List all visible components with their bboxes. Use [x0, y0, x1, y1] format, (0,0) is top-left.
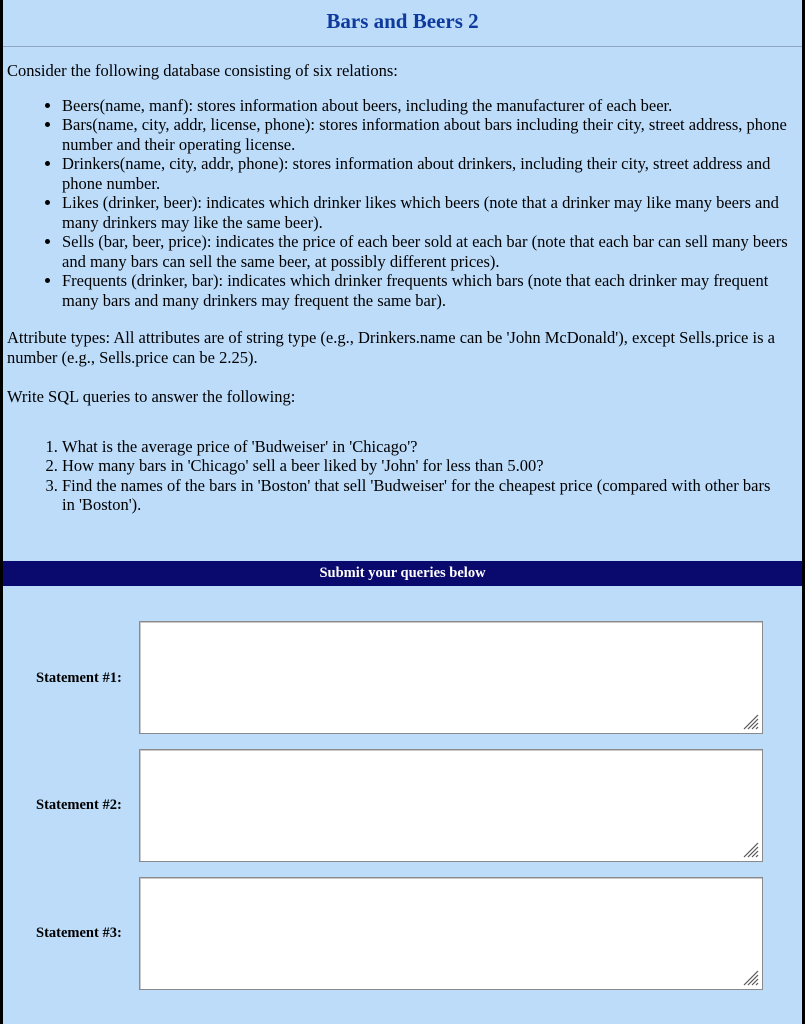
submit-header-bar: Submit your queries below [3, 561, 802, 586]
relations-list [7, 96, 802, 311]
write-prompt: Write SQL queries to answer the following: [7, 387, 296, 406]
problem-description [3, 61, 802, 515]
question-item: 1. What is the average price of 'Budweiser' in 'Chicago'? [62, 437, 782, 457]
page-title: Bars and Beers 2 [326, 9, 479, 33]
attribute-types-text: Attribute types: All attributes are of string type (e.g., Drinkers.name can be 'John McDonald'), except Sells.price is a number (e.g., Sells.price can be 2.25). [7, 328, 775, 367]
relation-item: • Beers(name, manf): stores information about beers, including the manufacturer of each beer. [62, 96, 796, 116]
statement-input-3[interactable] [139, 877, 763, 990]
statement-label-1: Statement #1: [36, 670, 122, 686]
statement-input-2[interactable] [139, 749, 763, 862]
question-item: 3. Find the names of the bars in 'Boston' that sell 'Budweiser' for the cheapest price (compared with other bars in 'Boston'). [62, 476, 782, 515]
statement-input-1[interactable] [139, 621, 763, 734]
resize-grip-icon[interactable] [737, 836, 759, 858]
resize-grip-icon[interactable] [737, 964, 759, 986]
relation-item: • Frequents (drinker, bar): indicates which drinker frequents which bars (note that each drinker may frequent many bars and many drinkers may frequent the same bar). [62, 271, 796, 310]
intro-text: Consider the following database consisting of six relations: [7, 61, 398, 80]
relation-item: • Sells (bar, beer, price): indicates the price of each beer sold at each bar (note that each bar can sell many beers and many bars can sell the same beer, at possibly different prices). [62, 232, 796, 271]
statement-label-3: Statement #3: [36, 925, 122, 941]
relation-item: • Likes (drinker, beer): indicates which drinker likes which beers (note that a drinker may like many beers and many drinkers may like the same beer). [62, 193, 796, 232]
questions-list [7, 437, 802, 515]
page [3, 0, 802, 1024]
statement-label-2: Statement #2: [36, 797, 122, 813]
relation-item: • Bars(name, city, addr, license, phone): stores information about bars including their city, street address, phone number and their operating license. [62, 115, 796, 154]
question-item: 2. How many bars in 'Chicago' sell a beer liked by 'John' for less than 5.00? [62, 456, 782, 476]
resize-grip-icon[interactable] [737, 708, 759, 730]
relation-item: • Drinkers(name, city, addr, phone): stores information about drinkers, including their city, street address and phone number. [62, 154, 796, 193]
title-divider [3, 46, 802, 47]
